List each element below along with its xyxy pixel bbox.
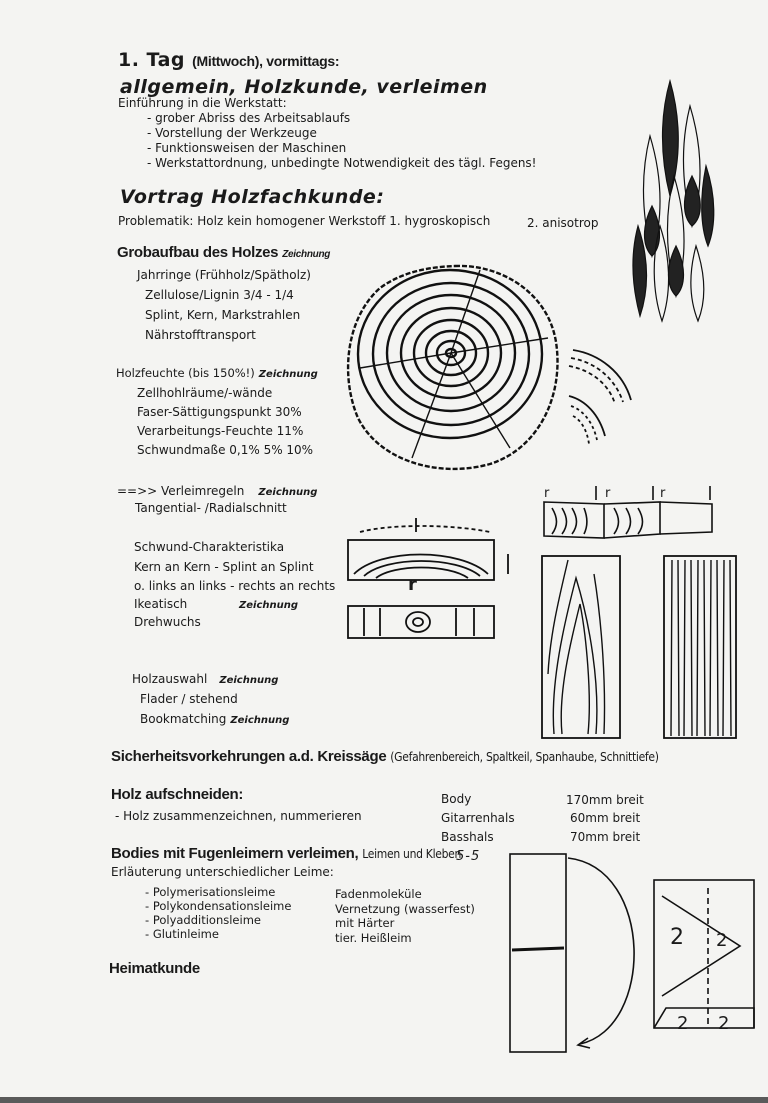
bookmatching-text: Bookmatching xyxy=(140,712,227,726)
sketch-label-r: r xyxy=(408,574,417,595)
sketch-number: 2 xyxy=(670,925,684,950)
lecture-problem: Problematik: Holz kein homogener Werkstoff 1. hygroskopisch xyxy=(118,214,491,228)
safety-detail: (Gefahrenbereich, Spaltkeil, Spanhaube, Schnittiefe) xyxy=(390,750,659,764)
schwund-line: o. links an links - rechts an rechts xyxy=(134,579,336,593)
glue-name: - Glutinleime xyxy=(145,927,219,941)
holzfeuchte-note: Zeichnung xyxy=(258,369,318,380)
ring-segment-drawing xyxy=(565,344,635,454)
sketch-label-r: r xyxy=(544,486,550,501)
lecture-title: Vortrag Holzfachkunde: xyxy=(120,186,385,208)
holzfeuchte-line: Zellhohlräume/-wände xyxy=(137,386,273,400)
aufschneiden-title: Holz aufschneiden: xyxy=(111,786,244,803)
glue-name: - Polykondensationsleime xyxy=(145,899,292,913)
safety-heading xyxy=(111,748,659,765)
glue-name: - Polyadditionsleime xyxy=(145,913,261,927)
bodies-intro: Erläuterung unterschiedlicher Leime: xyxy=(111,865,334,879)
safety-title: Sicherheitsvorkehrungen a.d. Kreissäge xyxy=(111,748,387,765)
glue-desc: tier. Heißleim xyxy=(335,930,412,945)
holzfeuchte-line: Verarbeitungs-Feuchte 11% xyxy=(137,424,304,438)
sketch-label-r: r xyxy=(660,486,666,501)
workshop-list xyxy=(147,111,537,171)
glue-names xyxy=(145,885,291,941)
verleimregeln-line: Tangential- /Radialschnitt xyxy=(135,501,287,515)
glue-descs xyxy=(335,887,475,945)
tree-rings-drawing xyxy=(340,258,570,478)
schwund-line: Schwund-Charakteristika xyxy=(134,540,285,554)
lecture-problem-2: 2. anisotrop xyxy=(527,216,599,230)
grobaufbau-line: Nährstofftransport xyxy=(145,328,256,342)
sketch-label-r: r xyxy=(605,486,611,501)
grain-boards-drawing xyxy=(540,554,740,744)
day-heading xyxy=(118,49,339,71)
holzfeuchte-title xyxy=(116,366,318,380)
holzfeuchte-line: Schwundmaße 0,1% 5% 10% xyxy=(137,443,314,457)
schwund-line: Drehwuchs xyxy=(134,615,201,629)
sketch-number: 2 xyxy=(677,1013,689,1034)
part-name: Gitarrenhals xyxy=(441,811,515,825)
bodies-heading xyxy=(111,845,461,862)
grain-pattern-drawing xyxy=(630,76,722,326)
verleimregeln-title xyxy=(117,484,317,498)
bookmatching-note: Zeichnung xyxy=(230,715,290,726)
sketch-number: 2 xyxy=(716,930,728,951)
glue-desc: Fadenmoleküle xyxy=(335,887,422,901)
holzauswahl-line: Flader / stehend xyxy=(140,692,238,706)
holzauswahl-title-text: Holzauswahl xyxy=(132,672,208,686)
verleimregeln-title-text: ==>> Verleimregeln xyxy=(117,484,245,498)
schwund-note: Zeichnung xyxy=(239,600,299,611)
grobaufbau-line: Zellulose/Lignin 3/4 - 1/4 xyxy=(145,288,294,302)
aufschneiden-line: - Holz zusammenzeichnen, nummerieren xyxy=(115,809,362,823)
bodies-title: Bodies mit Fugenleimern verleimen, xyxy=(111,845,359,862)
holzauswahl-book xyxy=(140,712,289,726)
part-size: 70mm breit xyxy=(570,830,641,844)
grobaufbau-title xyxy=(117,244,330,261)
grobaufbau-line: Splint, Kern, Markstrahlen xyxy=(145,308,301,322)
list-item: - Vorstellung der Werkzeuge xyxy=(147,126,537,141)
part-size: 170mm breit xyxy=(566,793,644,807)
bodies-detail: Leimen und Kleben xyxy=(362,847,462,861)
holzauswahl-note: Zeichnung xyxy=(219,675,279,686)
bodies-handnote: 5-5 xyxy=(456,849,481,864)
part-name: Basshals xyxy=(441,830,494,844)
list-item: - Werkstattordnung, unbedingte Notwendigkeit des tägl. Fegens! xyxy=(147,156,537,171)
part-size: 60mm breit xyxy=(570,811,641,825)
schwund-line: Kern an Kern - Splint an Splint xyxy=(134,560,314,574)
glue-desc: Vernetzung (wasserfest) xyxy=(335,901,475,916)
heimatkunde-title: Heimatkunde xyxy=(109,960,200,977)
sketch-number: 2 xyxy=(718,1013,730,1034)
verleimregeln-note: Zeichnung xyxy=(258,487,318,498)
day-title: 1. Tag xyxy=(118,49,185,71)
part-name: Body xyxy=(441,792,472,806)
schwund-line: Ikeatisch xyxy=(134,597,188,611)
scan-edge xyxy=(0,1097,768,1103)
holzauswahl-title xyxy=(132,672,278,686)
grobaufbau-title-text: Grobaufbau des Holzes xyxy=(117,244,279,261)
holzfeuchte-line: Faser-Sättigungspunkt 30% xyxy=(137,405,302,419)
boards-drawing xyxy=(540,484,720,544)
holzfeuchte-title-text: Holzfeuchte (bis 150%!) xyxy=(116,366,255,380)
list-item: - Funktionsweisen der Maschinen xyxy=(147,141,537,156)
workshop-intro: Einführung in die Werkstatt: xyxy=(118,96,287,110)
end-grain-drawing xyxy=(340,518,520,648)
list-item: - grober Abriss des Arbeitsablaufs xyxy=(147,111,537,126)
day-paren: (Mittwoch), vormittags: xyxy=(192,53,340,69)
grobaufbau-line: Jahrringe (Frühholz/Spätholz) xyxy=(137,268,311,282)
grobaufbau-note: Zeichnung xyxy=(282,249,331,260)
glue-name: - Polymerisationsleime xyxy=(145,885,276,899)
glue-desc: mit Härter xyxy=(335,916,395,930)
day-subtitle: allgemein, Holzkunde, verleimen xyxy=(120,76,488,98)
